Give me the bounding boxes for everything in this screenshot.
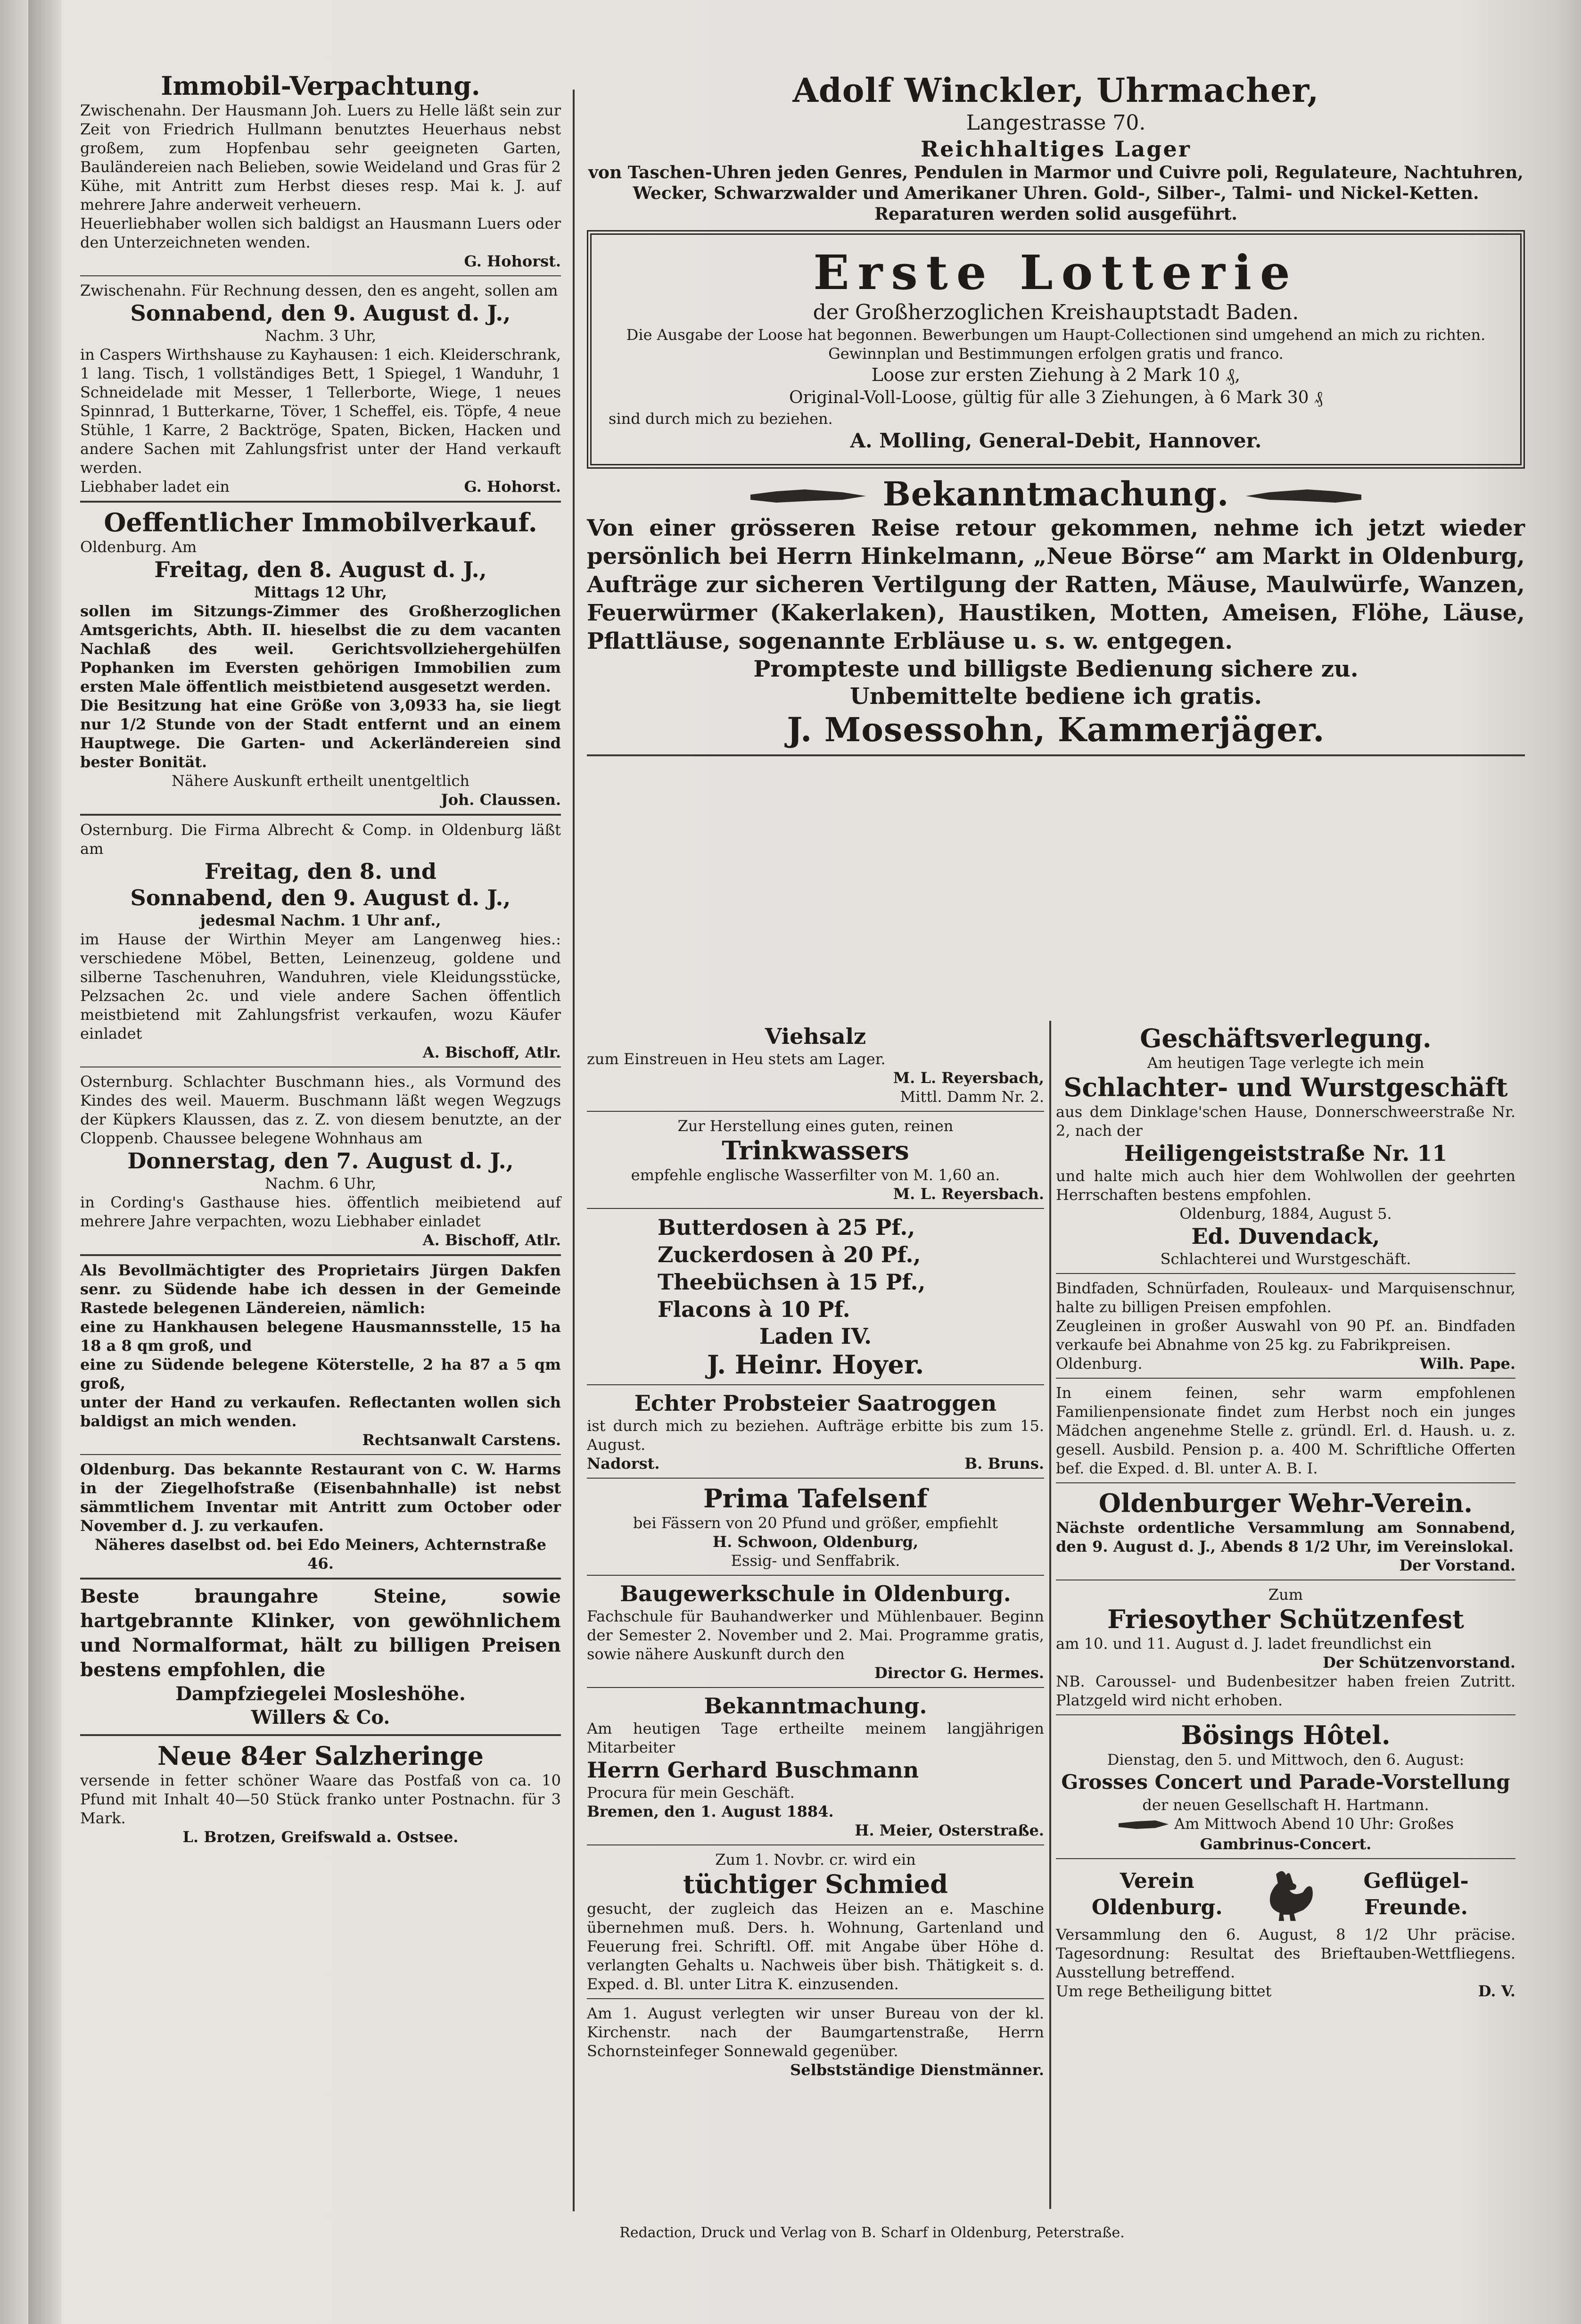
divider: [1056, 1858, 1515, 1859]
ad-subtitle: Schlachterei und Wurstgeschäft.: [1160, 1250, 1411, 1268]
ad-immobilverkauf: [80, 507, 561, 809]
ad-left: Nadorst.: [587, 1455, 660, 1472]
ad-time: jedesmal Nachm. 1 Uhr anf.,: [200, 911, 441, 929]
ad-title-row: [587, 474, 1525, 514]
ad-body: Procura für mein Geschäft.: [587, 1784, 795, 1802]
ad-title: Prima Tafelsenf: [703, 1483, 928, 1513]
ad-title: Echter Probsteier Saatroggen: [634, 1390, 997, 1416]
ad-signature: H. Schwoon, Oldenburg,: [712, 1533, 919, 1551]
ad-date: Sonnabend, den 9. August d. J.,: [130, 885, 511, 910]
divider: [587, 1844, 1044, 1845]
ad-signature: Wilh. Pape.: [1419, 1355, 1515, 1373]
ad-signature-row: [1056, 1354, 1515, 1373]
divider: [587, 1687, 1044, 1688]
ad-signature: L. Brotzen, Greifswald a. Ostsee.: [182, 1828, 459, 1846]
ad-street: Heiligengeiststraße Nr. 11: [1124, 1141, 1448, 1166]
ad-shop: Laden IV.: [759, 1323, 872, 1349]
ad-salzheringe: [80, 1741, 561, 1846]
ad-restaurant: [80, 1460, 561, 1573]
ad-title: Viehsalz: [765, 1024, 866, 1049]
ad-signature: Joh. Claussen.: [441, 791, 561, 809]
price-row: Butterdosen à 25 Pf.,: [658, 1215, 915, 1240]
divider: [1056, 1378, 1515, 1379]
ad-body: Zwischenahn. Der Hausmann Joh. Luers zu Helle läßt sein zur Zeit von Friedrich Hullmann benutztes Heuerhaus nebst großem, zum Hopfenbau sehr geeigneten Garten, Bauländereien nach Belieben, sowie Weideland und Gras für 2 Kühe, mit Antritt zum Herbst dieses resp. Mai k. J. auf mehrere Jahre anderweit verheuern.: [80, 101, 561, 214]
ad-title: Adolf Winckler, Uhrmacher,: [792, 71, 1319, 110]
ad-title: Friesoyther Schützenfest: [1107, 1604, 1464, 1634]
divider: [80, 501, 561, 503]
pointing-hand-icon: [1118, 1816, 1169, 1835]
divider: [1056, 1273, 1515, 1274]
ad-title: Oeffentlicher Immobilverkauf.: [104, 507, 537, 538]
divider: [80, 275, 561, 276]
ad-bekanntmachung-meier: [587, 1693, 1044, 1840]
ad-title-right: Geflügel-Freunde.: [1363, 1869, 1469, 1919]
ad-signature: G. Hohorst.: [464, 478, 561, 496]
pointing-hand-left-icon: [1241, 483, 1364, 511]
ad-item: eine zu Hankhausen belegene Hausmannsstelle, 15 ha 18 a 8 qm groß, und: [80, 1318, 561, 1355]
ad-line: Dienstag, den 5. und Mittwoch, den 6. August:: [1107, 1751, 1465, 1769]
ad-title: Neue 84er Salzheringe: [157, 1741, 484, 1771]
ad-intro: Zum: [1268, 1586, 1303, 1604]
ad-title: Immobil-Verpachtung.: [161, 71, 480, 101]
ad-pape: [1056, 1279, 1515, 1373]
ad-title: Baugewerkschule in Oldenburg.: [620, 1581, 1011, 1606]
price-row: Theebüchsen à 15 Pf.,: [658, 1269, 926, 1295]
ad-line: der neuen Gesellschaft H. Hartmann.: [1142, 1796, 1429, 1814]
ad-viehsalz: [587, 1023, 1044, 1106]
divider: [587, 1478, 1044, 1479]
ad-line: Am Mittwoch Abend 10 Uhr: Großes: [1174, 1815, 1454, 1833]
ad-body: Osternburg. Schlachter Buschmann hies., als Vormund des Kindes des weil. Mauerm. Buschmann läßt wegen Wegzugs der Küpkers Klaussen, das z. Z. von diesem benutzte, an der Cloppenb. Chaussee belegene Wohnhaus am: [80, 1073, 561, 1147]
ad-wehr-verein: [1056, 1488, 1515, 1575]
ad-body: zum Einstreuen in Heu stets am Lager.: [587, 1050, 886, 1068]
ad-title: Bösings Hôtel.: [1181, 1720, 1391, 1750]
ad-title: Trinkwassers: [722, 1135, 909, 1166]
divider: [80, 814, 561, 816]
ad-line: Prompteste und billigste Bedienung sichere zu.: [753, 656, 1359, 682]
ad-time: Nachm. 3 Uhr,: [264, 327, 377, 345]
ad-more: Näheres daselbst od. bei Edo Meiners, Achternstraße 46.: [95, 1536, 546, 1572]
ad-body: Oldenburg. Das bekannte Restaurant von C. W. Harms in der Ziegelhofstraße (Eisenbahnhalle) ist nebst sämmtlichem Inventar mit Antritt zum October oder November d. J. zu verkaufen.: [80, 1460, 561, 1535]
ad-time: Nachm. 6 Uhr,: [264, 1174, 377, 1192]
ad-signature: B. Bruns.: [964, 1455, 1044, 1472]
divider: [1056, 1482, 1515, 1483]
ad-body: Zeugleinen in großer Auswahl von 90 Pf. an. Bindfaden verkaufe bei Abnahme von 25 kg. zu Fabrikpreisen.: [1056, 1317, 1515, 1354]
ad-signature: M. L. Reyersbach,: [893, 1069, 1044, 1087]
ad-schuetzenfest: [1056, 1585, 1515, 1710]
ad-line: sind durch mich zu beziehen.: [609, 410, 833, 428]
ad-lotterie: [587, 230, 1525, 469]
wide-column: [587, 71, 1525, 761]
ad-line: Gambrinus-Concert.: [1200, 1835, 1372, 1853]
ad-signature-row: [587, 1454, 1044, 1473]
ad-signature: Rechtsanwalt Carstens.: [362, 1431, 561, 1449]
ad-title: Bekanntmachung.: [704, 1693, 927, 1719]
left-column: [80, 71, 561, 1850]
ad-item: eine zu Südende belegene Köterstelle, 2 ha 87 a 5 qm groß,: [80, 1356, 561, 1392]
ad-body: gesucht, der zugleich das Heizen an e. Maschine übernehmen muß. Ders. h. Wohnung, Gartenland und Feuerung frei. Schriftl. Off. mit Angabe über Höhe d. verlangten Gehalts u. Nachweis über bish. Thätigkeit s. d. Exped. d. Bl. unter Litra K. einzusenden.: [587, 1900, 1044, 1993]
ad-signature: M. L. Reyersbach.: [893, 1185, 1044, 1203]
ad-intro: Zur Herstellung eines guten, reinen: [677, 1117, 954, 1135]
ad-body: ist durch mich zu beziehen. Aufträge erbitte bis zum 15. August.: [587, 1417, 1044, 1454]
ad-signature: J. Mosessohn, Kammerjäger.: [787, 710, 1325, 749]
ad-title: tüchtiger Schmied: [683, 1869, 948, 1899]
ad-subtitle: Grosses Concert und Parade-Vorstellung: [1061, 1770, 1510, 1794]
ad-signature: Director G. Hermes.: [874, 1664, 1044, 1682]
ad-zwischenahn-auction: [80, 281, 561, 496]
ad-immobil-verpachtung: [80, 71, 561, 271]
divider: [80, 1254, 561, 1256]
ad-trinkwasser: [587, 1117, 1044, 1203]
ad-body: und halte mich auch hier dem Wohlwollen der geehrten Herrschaften bestens empfohlen.: [1056, 1167, 1515, 1204]
ad-subtitle: Schlachter- und Wurstgeschäft: [1063, 1072, 1508, 1102]
ad-footer: Reparaturen werden solid ausgeführt.: [874, 204, 1237, 224]
ad-signature: Selbstständige Dienstmänner.: [790, 2061, 1044, 2079]
ad-signature-row: [80, 477, 561, 496]
ad-body: Nächste ordentliche Versammlung am Sonnabend, den 9. August d. J., Abends 8 1/2 Uhr, im Vereinslokal.: [1056, 1519, 1515, 1555]
ad-address: Langestrasse 70.: [966, 111, 1146, 135]
ad-title-left: Verein Oldenburg.: [1091, 1869, 1223, 1919]
ad-pension: [1056, 1383, 1515, 1478]
ad-title-row: [1056, 1864, 1515, 1925]
divider: [80, 1734, 561, 1736]
column-rule-left: [573, 90, 575, 2211]
ad-address: Mittl. Damm Nr. 2.: [900, 1088, 1044, 1106]
divider: [1056, 1714, 1515, 1715]
ad-geschaeftsverlegung: [1056, 1023, 1515, 1268]
ad-body: Als Bevollmächtigter des Proprietairs Jürgen Dakfen senr. zu Südende habe ich dessen in der Gemeinde Rastede belegenen Ländereien, nämlich:: [80, 1261, 561, 1317]
ad-body: Die Besitzung hat eine Größe von 3,0933 ha, sie liegt nur 1/2 Stunde von der Stadt entfernt und an einem Hauptwege. Die Garten- und Ackerländereien sind bester Bonität.: [80, 696, 561, 771]
divider: [80, 1454, 561, 1455]
ad-line-row: [1056, 1814, 1515, 1835]
ad-laendereien: [80, 1261, 561, 1449]
ad-signature: G. Hohorst.: [464, 252, 561, 270]
divider: [80, 1578, 561, 1580]
ad-time: Mittags 12 Uhr,: [254, 583, 387, 601]
middle-column: [587, 1023, 1044, 2083]
column-rule-right: [1049, 1021, 1051, 2209]
imprint-footer: Redaction, Druck und Verlag von B. Scharf in Oldenburg, Peterstraße.: [619, 2225, 1125, 2241]
ad-signature: Der Vorstand.: [1399, 1556, 1515, 1574]
ad-body: Am heutigen Tage ertheilte meinem langjährigen Mitarbeiter: [587, 1720, 1044, 1756]
ad-signature: Willers & Co.: [251, 1706, 390, 1729]
ad-boesings-hotel: [1056, 1720, 1515, 1853]
ad-baugewerkschule: [587, 1580, 1044, 1682]
ad-body: empfehle englische Wasserfilter von M. 1,60 an.: [631, 1166, 1000, 1184]
ad-place: Oldenburg. Am: [80, 538, 197, 556]
ad-signature: Ed. Duvendack,: [1191, 1224, 1380, 1249]
ad-body: Beste braungahre Steine, sowie hartgebrannte Klinker, von gewöhnlichem und Normalformat, hält zu billigen Preisen bestens empfohlen, die: [80, 1585, 561, 1681]
ad-body: in Caspers Wirthshause zu Kayhausen: 1 eich. Kleiderschrank, 1 lang. Tisch, 1 vollständiges Bett, 1 Spiegel, 1 Wanduhr, 1 Schneidelade mit Messer, 1 Tellerborte, Wiege, 1 neues Spinnrad, 1 Butterkarne, Töver, 1 Scheffel, eis. Töpfe, 4 neue Stühle, 1 Karre, 2 Backtröge, Spaten, Bicken, Hacken und andere Sachen mit Zahlungsfrist unter der Hand verkauft werden.: [80, 346, 561, 477]
ad-title: Bekanntmachung.: [882, 474, 1229, 513]
ad-body: Fachschule für Bauhandwerker und Mühlenbauer. Beginn der Semester 2. November und 2. Mai. Programme gratis, sowie nähere Auskunft durch den: [587, 1607, 1044, 1663]
ad-body: versende in fetter schöner Waare das Postfaß von ca. 10 Pfund mit Inhalt 40—50 Stück franko unter Postnachn. für 3 Mark.: [80, 1771, 561, 1827]
ad-left: Liebhaber ladet ein: [80, 478, 230, 496]
ad-date: Freitag, den 8. und: [204, 859, 437, 884]
ad-body: unter der Hand zu verkaufen. Reflectanten wollen sich baldigst an mich wenden.: [80, 1393, 561, 1430]
ad-signature: H. Meier, Osterstraße.: [855, 1821, 1044, 1839]
ad-line: Original-Voll-Loose, gültig für alle 3 Ziehungen, à 6 Mark 30 ₰: [789, 388, 1323, 407]
page-spine: [28, 0, 61, 2324]
ad-signature: A. Bischoff, Atlr.: [422, 1231, 561, 1249]
ad-signature: D. V.: [1478, 1982, 1515, 2000]
ad-intro: Zum 1. Novbr. cr. wird ein: [715, 1851, 916, 1869]
ad-body: am 10. und 11. August d. J. ladet freundlichst ein: [1056, 1635, 1432, 1653]
ad-intro: Am heutigen Tage verlegte ich mein: [1147, 1054, 1425, 1072]
ad-body: in Cording's Gasthause hies. öffentlich meibietend auf mehrere Jahre verpachten, wozu Liebhaber einladet: [80, 1193, 561, 1230]
ad-signature: J. Heinr. Hoyer.: [707, 1349, 924, 1380]
ad-subtitle: Reichhaltiges Lager: [920, 136, 1192, 162]
ad-place: Oldenburg, 1884, August 5.: [1179, 1205, 1392, 1223]
ad-body: aus dem Dinklage'schen Hause, Donnerschweerstraße Nr. 2, nach der: [1056, 1103, 1515, 1140]
ad-body: Von einer grösseren Reise retour gekommen, nehme ich jetzt wieder persönlich bei Herrn Hinkelmann, „Neue Börse“ am Markt in Oldenburg, Aufträge zur sicheren Vertilgung der Ratten, Mäuse, Maulwürfe, Wanzen, Feuerwürmer (Kakerlaken), Haustiken, Motten, Ameisen, Flöhe, Läuse, Pflattläuse, sogenannte Erbläuse u. s. w. entgegen.: [587, 515, 1525, 654]
ad-date: Freitag, den 8. August d. J.,: [154, 557, 487, 582]
ad-saatroggen: [587, 1390, 1044, 1473]
ad-name: Herrn Gerhard Buschmann: [587, 1757, 919, 1783]
ad-schmied: [587, 1850, 1044, 1993]
ad-title: Erste Lotterie: [813, 245, 1299, 300]
divider: [587, 1998, 1044, 1999]
ad-osternburg-auction: [80, 820, 561, 1062]
ad-dampfziegelei: [80, 1584, 561, 1729]
ad-left: Oldenburg.: [1056, 1355, 1143, 1373]
ad-place: Bremen, den 1. August 1884.: [587, 1803, 834, 1820]
ad-date: Donnerstag, den 7. August d. J.,: [127, 1148, 514, 1174]
ad-title: Oldenburger Wehr-Verein.: [1098, 1488, 1473, 1518]
ad-note: NB. Caroussel- und Budenbesitzer haben freien Zutritt. Platzgeld wird nicht erhoben.: [1056, 1672, 1515, 1709]
rooster-icon: [1258, 1864, 1317, 1925]
right-column: [1056, 1023, 1515, 2004]
ad-intro: Osternburg. Die Firma Albrecht & Comp. in Oldenburg läßt am: [80, 821, 561, 858]
ad-date: Sonnabend, den 9. August d. J.,: [130, 300, 511, 326]
ad-body: bei Fässern von 20 Pfund und größer, empfiehlt: [633, 1514, 998, 1532]
price-list: [587, 1214, 1044, 1323]
divider: [587, 1384, 1044, 1385]
ad-signature: Der Schützenvorstand.: [1323, 1654, 1515, 1671]
price-row: Flacons à 10 Pf.: [658, 1297, 850, 1322]
ad-line: Unbemittelte bediene ich gratis.: [849, 683, 1262, 710]
ad-line: Die Ausgabe der Loose hat begonnen. Bewerbungen um Haupt-Collectionen sind umgehend an mich zu richten.: [626, 326, 1486, 344]
ad-body: Heuerliebhaber wollen sich baldigst an Hausmann Luers oder den Unterzeichneten wenden.: [80, 215, 561, 251]
divider: [587, 1208, 1044, 1209]
ad-winckler: [587, 71, 1525, 224]
price-row: Zuckerdosen à 20 Pf.,: [658, 1242, 921, 1267]
ad-signature: A. Molling, General-Debit, Hannover.: [850, 429, 1262, 452]
ad-more: Nähere Auskunft ertheilt unentgeltlich: [172, 772, 469, 790]
ad-body: im Hause der Wirthin Meyer am Langenweg hies.: verschiedene Möbel, Betten, Leinenzeug, goldene und silberne Taschenuhren, Wanduhren, viele Kleidungsstücke, Pelzsachen 2c. und viele andere Sachen öffentlich meistbietend mit Zahlungsfrist verkaufen, wozu Käufer einladet: [80, 930, 561, 1042]
ad-subtitle: Essig- und Senffabrik.: [731, 1552, 900, 1570]
ad-left: Um rege Betheiligung bittet: [1056, 1982, 1272, 2000]
ad-tafelsenf: [587, 1483, 1044, 1570]
ad-line: Loose zur ersten Ziehung à 2 Mark 10 ₰,: [871, 364, 1241, 385]
ad-subtitle: der Großherzoglichen Kreishauptstadt Baden.: [813, 300, 1299, 324]
ad-title: Geschäftsverlegung.: [1140, 1023, 1432, 1053]
divider: [587, 1111, 1044, 1112]
ad-wohnhaus-pacht: [80, 1072, 561, 1249]
pointing-hand-right-icon: [748, 483, 871, 511]
ad-body: sollen im Sitzungs-Zimmer des Großherzoglichen Amtsgerichts, Abth. II. hieselbst die zu dem vacanten Nachlaß des weil. Gerichtsvollziehergehülfen Pophanken im Eversten gehörigen Immobilien zum ersten Male öffentlich meistbietend ausgesetzt werden.: [80, 602, 561, 695]
ad-dienstmaenner: [587, 2004, 1044, 2079]
ad-signature: Dampfziegelei Mosleshöhe.: [175, 1683, 466, 1705]
ad-body: Bindfaden, Schnürfaden, Rouleaux- und Marquisenschnur, halte zu billigen Preisen empfohlen.: [1056, 1279, 1515, 1316]
divider: [587, 754, 1525, 756]
ad-kammerjaeger: [587, 474, 1525, 750]
ad-signature-row: [1056, 1982, 1515, 2001]
divider: [587, 1575, 1044, 1576]
ad-gefluegel-verein: [1056, 1864, 1515, 2001]
ad-intro: Zwischenahn. Für Rechnung dessen, den es angeht, sollen am: [80, 281, 558, 299]
ad-hoyer: [587, 1214, 1044, 1380]
ad-body: In einem feinen, sehr warm empfohlenen Familienpensionate findet zum Herbst noch ein junges Mädchen angenehme Stelle z. gründl. Erl. d. Haush. u. z. gesell. Ausbild. Pension p. a. 400 M. Schriftliche Offerten bef. die Exped. d. Bl. unter A. B. I.: [1056, 1384, 1515, 1477]
ad-body: von Taschen-Uhren jeden Genres, Pendulen in Marmor und Cuivre poli, Regulateure, Nachtuhren, Wecker, Schwarzwalder und Amerikaner Uhren. Gold-, Silber-, Talmi- und Nickel-Ketten.: [588, 163, 1523, 203]
ad-body: Versammlung den 6. August, 8 1/2 Uhr präcise. Tagesordnung: Resultat des Brieftauben-Wettfliegens. Ausstellung betreffend.: [1056, 1925, 1515, 1981]
ad-signature: A. Bischoff, Atlr.: [422, 1043, 561, 1061]
ad-line: Gewinnplan und Bestimmungen erfolgen gratis und franco.: [828, 345, 1284, 363]
ad-body: Am 1. August verlegten wir unser Bureau von der kl. Kirchenstr. nach der Baumgartenstraße, Herrn Schornsteinfeger Sonnewald gegenüber.: [587, 2004, 1044, 2060]
